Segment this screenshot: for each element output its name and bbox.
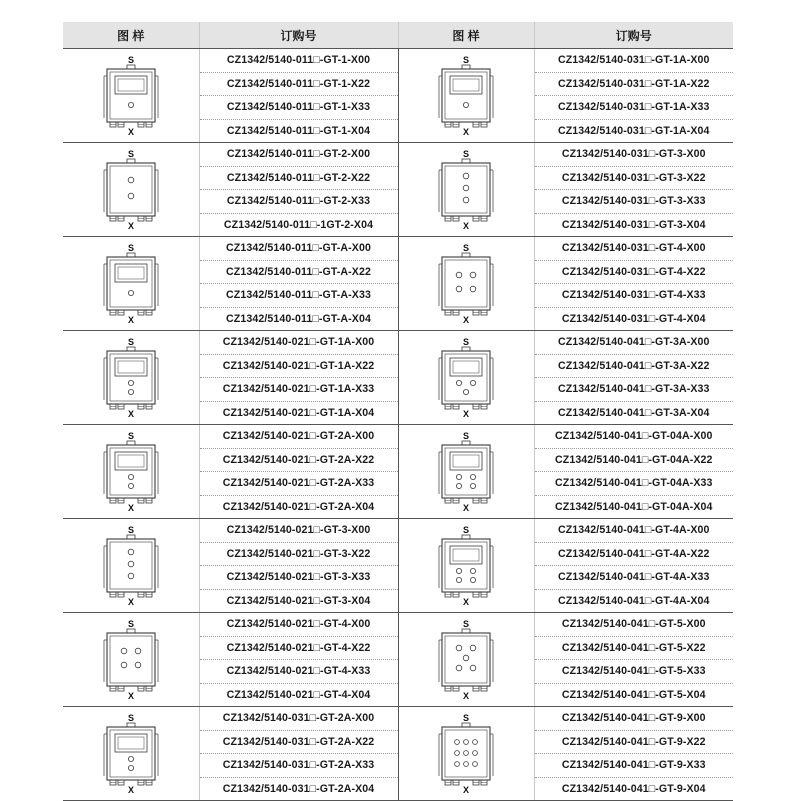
table-row: [63, 331, 733, 355]
enclosure-drawing-cell: [398, 613, 534, 707]
order-code: CZ1342/5140-031□-GT-3-X00: [534, 143, 733, 167]
order-code: CZ1342/5140-041□-GT-9-X33: [534, 754, 733, 778]
top-side-label: S: [462, 148, 470, 159]
order-code: CZ1342/5140-031□-GT-2A-X00: [199, 707, 398, 731]
order-code: CZ1342/5140-021□-GT-4-X04: [199, 683, 398, 707]
table-row: [63, 519, 733, 543]
enclosure-drawing: [426, 336, 506, 420]
bottom-side-label: X: [127, 314, 134, 325]
order-code: CZ1342/5140-021□-GT-2A-X33: [199, 472, 398, 496]
order-code: CZ1342/5140-041□-GT-5-X33: [534, 660, 733, 684]
order-code: CZ1342/5140-031□-GT-4-X33: [534, 284, 733, 308]
enclosure-drawing-cell: [398, 425, 534, 519]
enclosure-drawing-cell: [63, 519, 199, 613]
bottom-side-label: X: [127, 596, 134, 607]
enclosure-drawing-cell: [398, 237, 534, 331]
order-code: CZ1342/5140-031□-GT-1A-X22: [534, 72, 733, 96]
top-side-label: S: [127, 524, 134, 535]
table-body: [63, 49, 733, 801]
top-side-label: S: [462, 336, 470, 347]
order-code: CZ1342/5140-021□-GT-3-X00: [199, 519, 398, 543]
order-code: CZ1342/5140-031□-GT-2A-X04: [199, 777, 398, 801]
enclosure-drawing: [426, 524, 506, 608]
order-code: CZ1342/5140-011□-GT-2-X22: [199, 166, 398, 190]
order-code: CZ1342/5140-041□-GT-3A-X04: [534, 401, 733, 425]
order-code: CZ1342/5140-011□-GT-A-X22: [199, 260, 398, 284]
top-side-label: S: [127, 242, 134, 253]
header-code-left: 订购号: [199, 22, 398, 49]
enclosure-drawing-cell: [398, 331, 534, 425]
order-code: CZ1342/5140-011□-GT-A-X33: [199, 284, 398, 308]
order-code: CZ1342/5140-041□-GT-3A-X22: [534, 354, 733, 378]
enclosure-drawing: [91, 336, 171, 420]
order-code: CZ1342/5140-041□-GT-9-X22: [534, 730, 733, 754]
top-side-label: S: [127, 618, 134, 629]
enclosure-drawing: [426, 618, 506, 702]
order-code: CZ1342/5140-041□-GT-04A-X22: [534, 448, 733, 472]
table-row: [63, 425, 733, 449]
order-code: CZ1342/5140-021□-GT-3-X22: [199, 542, 398, 566]
bottom-side-label: X: [127, 690, 134, 701]
top-side-label: S: [462, 430, 470, 441]
order-code: CZ1342/5140-021□-GT-1A-X04: [199, 401, 398, 425]
order-code: CZ1342/5140-031□-GT-4-X00: [534, 237, 733, 261]
order-code: CZ1342/5140-041□-GT-4A-X33: [534, 566, 733, 590]
order-code: CZ1342/5140-021□-GT-2A-X22: [199, 448, 398, 472]
order-code: CZ1342/5140-021□-GT-3-X33: [199, 566, 398, 590]
order-code: CZ1342/5140-011□-GT-1-X33: [199, 96, 398, 120]
top-side-label: S: [462, 712, 470, 723]
enclosure-drawing-cell: [398, 707, 534, 801]
order-code: CZ1342/5140-021□-GT-4-X22: [199, 636, 398, 660]
top-side-label: S: [127, 336, 134, 347]
header-image-right: 图 样: [398, 22, 534, 49]
order-code: CZ1342/5140-011□-GT-1-X22: [199, 72, 398, 96]
order-code: CZ1342/5140-021□-GT-4-X00: [199, 613, 398, 637]
enclosure-drawing: [91, 242, 171, 326]
header-code-right: 订购号: [534, 22, 733, 49]
order-code: CZ1342/5140-041□-GT-04A-X33: [534, 472, 733, 496]
bottom-side-label: X: [462, 126, 470, 137]
top-side-label: S: [462, 242, 470, 253]
order-code: CZ1342/5140-031□-GT-3-X22: [534, 166, 733, 190]
order-code: CZ1342/5140-011□-GT-A-X04: [199, 307, 398, 331]
order-code: CZ1342/5140-041□-GT-4A-X22: [534, 542, 733, 566]
order-code: CZ1342/5140-011□-1GT-2-X04: [199, 213, 398, 237]
order-code: CZ1342/5140-011□-GT-1-X00: [199, 49, 398, 73]
top-side-label: S: [462, 54, 470, 65]
top-side-label: S: [127, 54, 134, 65]
table-header-row: [63, 22, 733, 49]
order-code: CZ1342/5140-041□-GT-9-X00: [534, 707, 733, 731]
enclosure-drawing: [426, 54, 506, 138]
enclosure-drawing: [426, 430, 506, 514]
order-code: CZ1342/5140-021□-GT-1A-X33: [199, 378, 398, 402]
order-code: CZ1342/5140-041□-GT-9-X04: [534, 777, 733, 801]
bottom-side-label: X: [127, 502, 134, 513]
enclosure-drawing: [91, 712, 171, 796]
bottom-side-label: X: [462, 502, 470, 513]
order-code: CZ1342/5140-021□-GT-3-X04: [199, 589, 398, 613]
order-code-table-sheet: [63, 22, 733, 801]
enclosure-drawing-cell: [63, 143, 199, 237]
enclosure-drawing: [91, 148, 171, 232]
bottom-side-label: X: [127, 126, 134, 137]
order-code: CZ1342/5140-031□-GT-4-X22: [534, 260, 733, 284]
order-code: CZ1342/5140-041□-GT-4A-X04: [534, 589, 733, 613]
enclosure-drawing: [91, 524, 171, 608]
top-side-label: S: [462, 524, 470, 535]
order-code: CZ1342/5140-041□-GT-04A-X00: [534, 425, 733, 449]
bottom-side-label: X: [462, 408, 470, 419]
order-code: CZ1342/5140-021□-GT-1A-X00: [199, 331, 398, 355]
enclosure-drawing-cell: [63, 331, 199, 425]
top-side-label: S: [127, 148, 134, 159]
bottom-side-label: X: [462, 690, 470, 701]
order-code: CZ1342/5140-031□-GT-2A-X33: [199, 754, 398, 778]
enclosure-drawing-cell: [63, 613, 199, 707]
bottom-side-label: X: [462, 784, 470, 795]
order-code: CZ1342/5140-031□-GT-1A-X04: [534, 119, 733, 143]
bottom-side-label: X: [127, 784, 134, 795]
enclosure-drawing-cell: [63, 707, 199, 801]
enclosure-drawing-cell: [63, 425, 199, 519]
table-row: [63, 143, 733, 167]
enclosure-drawing: [91, 430, 171, 514]
order-code: CZ1342/5140-041□-GT-5-X04: [534, 683, 733, 707]
order-code: CZ1342/5140-041□-GT-3A-X33: [534, 378, 733, 402]
bottom-side-label: X: [127, 408, 134, 419]
order-code: CZ1342/5140-041□-GT-5-X22: [534, 636, 733, 660]
order-code: CZ1342/5140-031□-GT-2A-X22: [199, 730, 398, 754]
order-code: CZ1342/5140-011□-GT-2-X33: [199, 190, 398, 214]
order-code: CZ1342/5140-021□-GT-1A-X22: [199, 354, 398, 378]
table-row: [63, 237, 733, 261]
top-side-label: S: [462, 618, 470, 629]
order-code: CZ1342/5140-021□-GT-4-X33: [199, 660, 398, 684]
enclosure-drawing: [91, 618, 171, 702]
order-code: CZ1342/5140-021□-GT-2A-X00: [199, 425, 398, 449]
header-image-left: 图 样: [63, 22, 199, 49]
order-code: CZ1342/5140-041□-GT-3A-X00: [534, 331, 733, 355]
order-code: CZ1342/5140-021□-GT-2A-X04: [199, 495, 398, 519]
enclosure-drawing: [91, 54, 171, 138]
order-code: CZ1342/5140-031□-GT-1A-X33: [534, 96, 733, 120]
order-code: CZ1342/5140-011□-GT-A-X00: [199, 237, 398, 261]
enclosure-drawing: [426, 148, 506, 232]
enclosure-drawing-cell: [398, 49, 534, 143]
order-code: CZ1342/5140-031□-GT-1A-X00: [534, 49, 733, 73]
enclosure-drawing-cell: [63, 237, 199, 331]
top-side-label: S: [127, 430, 134, 441]
order-code: CZ1342/5140-031□-GT-4-X04: [534, 307, 733, 331]
order-code: CZ1342/5140-041□-GT-5-X00: [534, 613, 733, 637]
table-row: [63, 49, 733, 73]
order-code-table: [63, 22, 733, 801]
enclosure-drawing-cell: [398, 143, 534, 237]
bottom-side-label: X: [462, 314, 470, 325]
enclosure-drawing-cell: [63, 49, 199, 143]
enclosure-drawing-cell: [398, 519, 534, 613]
bottom-side-label: X: [462, 220, 470, 231]
enclosure-drawing: [426, 712, 506, 796]
order-code: CZ1342/5140-041□-GT-4A-X00: [534, 519, 733, 543]
bottom-side-label: X: [127, 220, 134, 231]
order-code: CZ1342/5140-031□-GT-3-X04: [534, 213, 733, 237]
table-row: [63, 707, 733, 731]
order-code: CZ1342/5140-041□-GT-04A-X04: [534, 495, 733, 519]
top-side-label: S: [127, 712, 134, 723]
enclosure-drawing: [426, 242, 506, 326]
order-code: CZ1342/5140-011□-GT-2-X00: [199, 143, 398, 167]
bottom-side-label: X: [462, 596, 470, 607]
order-code: CZ1342/5140-011□-GT-1-X04: [199, 119, 398, 143]
order-code: CZ1342/5140-031□-GT-3-X33: [534, 190, 733, 214]
table-row: [63, 613, 733, 637]
